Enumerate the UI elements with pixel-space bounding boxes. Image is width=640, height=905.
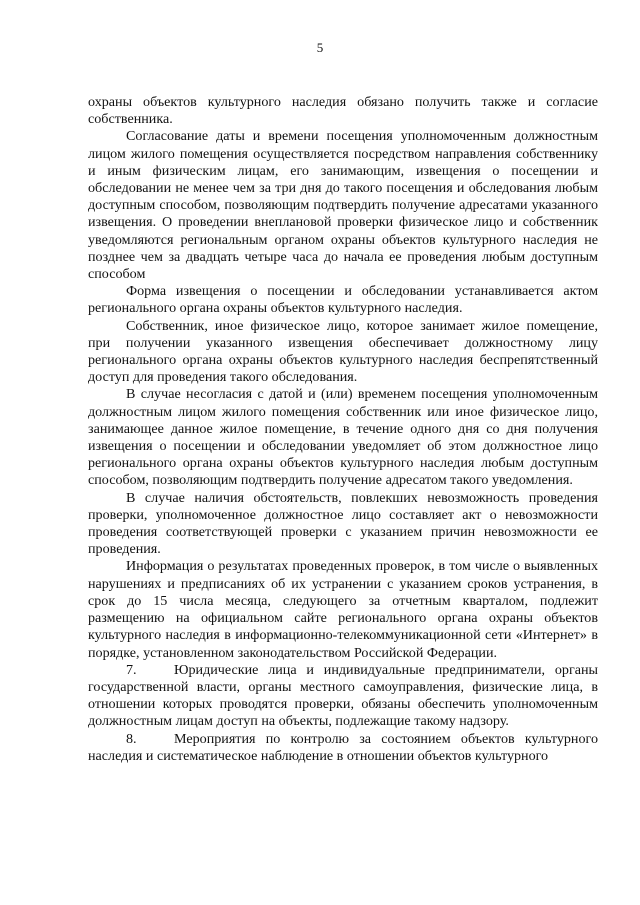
paragraph-disagreement: В случае несогласия с датой и (или) временем посещения уполномоченным должностным лицом жилого помещения собственник или иное физическое лицо, занимающее данное жилое помещение, в течение одного дня со дня получения извещения о посещении и обследовании уведомляет об этом должностное лицо регионального органа охраны объектов культурного наследия любым доступным способом, позволяющим подтвердить получение адресатом такого уведомления.: [88, 386, 598, 489]
paragraph-owner-access: Собственник, иное физическое лицо, которое занимает жилое помещение, при получении указанного извещения обеспечивает должностному лицу регионального органа охраны объектов культурного наследия беспрепятственный доступ для проведения такого обследования.: [88, 317, 598, 386]
paragraph-continuation: охраны объектов культурного наследия обязано получить также и согласие собственника.: [88, 94, 598, 128]
document-body: [88, 94, 598, 765]
page-number: 5: [316, 40, 324, 55]
numbered-paragraph-7: [88, 662, 598, 731]
paragraph-notice-form: Форма извещения о посещении и обследовании устанавливается актом регионального органа охраны объектов культурного наследия.: [88, 283, 598, 317]
paragraph-date-agreement: Согласование даты и времени посещения уполномоченным должностным лицом жилого помещения осуществляется посредством направления собственнику и иным физическим лицам, его занимающим, извещения о посещении и обследовании не менее чем за три дня до такого посещения и обследования любым доступным способом, позволяющим подтвердить получение адресатами указанного извещения. О проведении внеплановой проверки физическое лицо и собственник уведомляются региональным органом охраны объектов культурного наследия не позднее чем за двадцать четыре часа до начала ее проведения любым доступным способом: [88, 128, 598, 283]
paragraph-text: Мероприятия по контролю за состоянием объектов культурного наследия и систематическое наблюдение в отношении объектов культурного: [88, 730, 598, 764]
paragraph-number: 8.: [126, 730, 137, 747]
paragraph-impossibility-act: В случае наличия обстоятельств, повлекших невозможность проведения проверки, уполномоченное должностное лицо составляет акт о невозможности проведения соответствующей проверки с указанием причин невозможности ее проведения.: [88, 489, 598, 558]
numbered-paragraph-8: [88, 731, 598, 765]
paragraph-results-publication: Информация о результатах проведенных проверок, в том числе о выявленных нарушениях и предписаниях об их устранении с указанием сроков устранения, в срок до 15 числа месяца, следующего за отчетным кварталом, подлежит размещению на официальном сайте регионального органа охраны объектов культурного наследия в информационно-телекоммуникационной сети «Интернет» в порядке, установленном законодательством Российской Федерации.: [88, 558, 598, 661]
paragraph-text: Юридические лица и индивидуальные предприниматели, органы государственной власти, органы местного самоуправления, физические лица, в отношении которых проводятся проверки, обязаны обеспечить уполномоченным должностным лицам доступ на объекты, подлежащие такому надзору.: [88, 661, 598, 730]
paragraph-number: 7.: [126, 661, 137, 678]
